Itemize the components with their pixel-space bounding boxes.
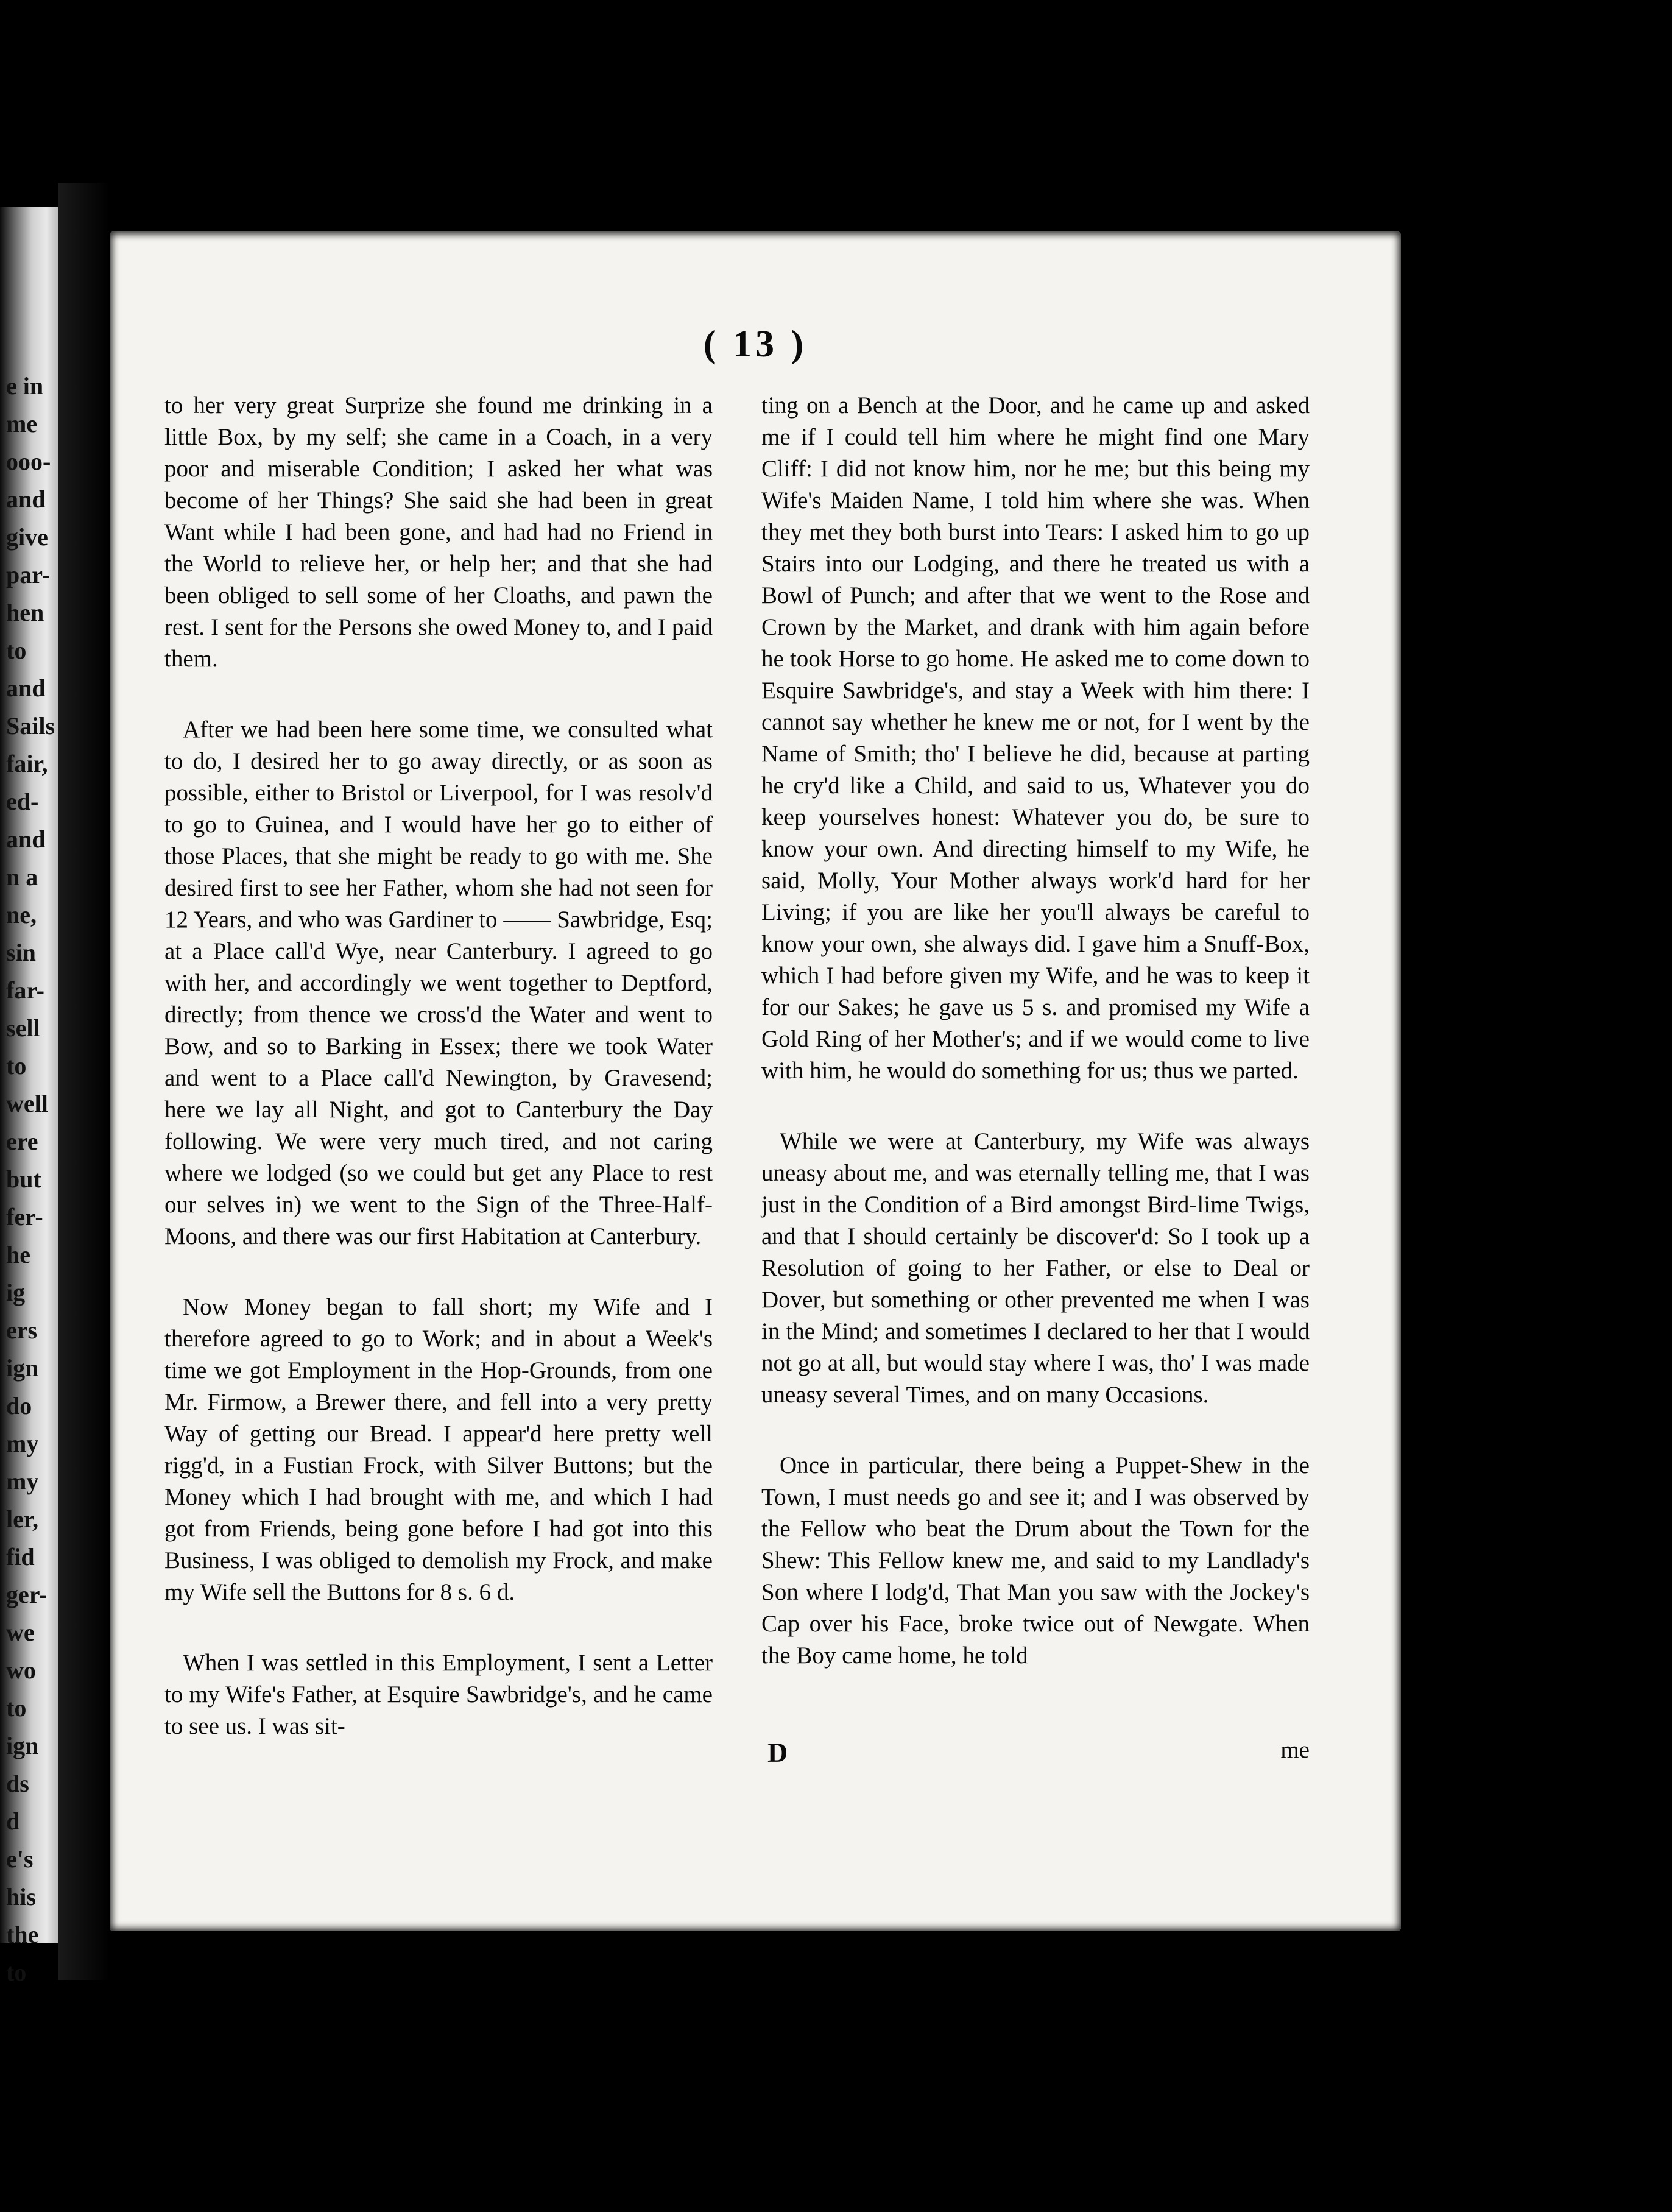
book-page <box>110 231 1401 1931</box>
book-gutter <box>58 183 110 1980</box>
facing-page-fragment: ers <box>6 1316 38 1344</box>
facing-page-fragment: my <box>6 1468 39 1495</box>
paragraph: ting on a Bench at the Door, and he came up and asked me if I could tell him where he might find one Mary Cliff: I did not know him, nor he me; but this being my Wife's Maiden Name, I told him where she was. When they met they both burst into Tears: I asked him to go up Stairs into our Lodging, and there he treated us with a Bowl of Punch; and after that we went to the Rose and Crown by the Market, and drank with him again before he took Horse to go home. He asked me to come down to Esquire Sawbridge's, and stay a Week with him there: I cannot say whether he knew me or not, for I went by the Name of Smith; tho' I believe he did, because at parting he cry'd like a Child, and said to us, Whatever you do keep yourselves honest: Whatever you do, be sure to know your own. And directing himself to my Wife, he said, Molly, Your Mother always work'd hard for her Living; if you are like her you'll always be careful to know your own, she always did. I gave him a Snuff-Box, which I had before given my Wife, and he was to keep it for our Sakes; he gave us 5 s. and promised my Wife a Gold Ring of her Mother's; and if we would come to live with him, he would do something for us; thus we parted. <box>761 392 1310 1084</box>
paragraph: Once in particular, there being a Puppet-Shew in the Town, I must needs go and see it; and I was observed by the Fellow who beat the Drum about the Town for the Shew: This Fellow knew me, and said to my Landlady's Son where I lodg'd, That Man you saw with the Jockey's Cap over his Face, broke twice out of Newgate. When the Boy came home, he told <box>761 1452 1310 1669</box>
facing-page-fragment: he <box>6 1241 30 1268</box>
catchword: me <box>1280 1737 1310 1763</box>
facing-page-fragment: n a <box>6 863 38 891</box>
facing-page-fragment: sell <box>6 1014 40 1042</box>
facing-page-fragment: to <box>6 1694 27 1722</box>
facing-page-fragment: me <box>6 410 38 437</box>
left-column <box>164 390 713 1781</box>
facing-page-fragment: and <box>6 486 46 513</box>
facing-page-fragment: well <box>6 1090 48 1117</box>
facing-page-fragment: to <box>6 1959 27 1986</box>
facing-page-fragment: fair, <box>6 750 48 777</box>
facing-page-fragment: to <box>6 637 27 664</box>
facing-page-fragment: d <box>6 1807 20 1835</box>
facing-page-fragment: par- <box>6 561 50 588</box>
facing-page-fragment: far- <box>6 977 44 1004</box>
facing-page-fragment: sin <box>6 939 36 966</box>
paragraph: After we had been here some time, we consulted what to do, I desired her to go away directly, or as soon as possible, either to Bristol or Liverpool, for I was resolv'd to go to Guinea, and I would have her go to either of those Places, that she might be ready to go with me. She desired first to see her Father, whom she had not seen for 12 Years, and who was Gardiner to —— Sawbridge, Esq; at a Place call'd Wye, near Canterbury. I agreed to go with her, and accordingly we went together to Deptford, directly; from thence we cross'd the Water and went to Bow, and so to Barking in Essex; there we took Water and went to a Place call'd Newington, by Gravesend; here we lay all Night, and got to Canterbury the Day following. We were very much tired, and not caring where we lodged (so we could but get any Place to rest our selves in) we went to the Sign of the Three-Half-Moons, and there was our first Habitation at Canterbury. <box>164 716 713 1249</box>
facing-page-fragment: wo <box>6 1656 36 1684</box>
facing-page-fragment: fer- <box>6 1203 43 1231</box>
page-footer <box>761 1736 1310 1773</box>
signature-mark: D <box>767 1737 788 1768</box>
facing-page-fragment: the <box>6 1921 39 1948</box>
facing-page-fragment: give <box>6 523 48 551</box>
facing-page-edge <box>0 207 58 1986</box>
facing-page-fragment: ig <box>6 1279 26 1306</box>
facing-page-fragment: ooo- <box>6 448 51 475</box>
facing-page-fragment: to <box>6 1052 27 1079</box>
right-column <box>761 390 1310 1711</box>
facing-page-fragment: ds <box>6 1770 29 1797</box>
facing-page-fragment: e's <box>6 1845 34 1873</box>
facing-page-fragment: ler, <box>6 1505 38 1533</box>
facing-page-fragment: fid <box>6 1543 35 1571</box>
facing-page-fragment: Sails <box>6 712 55 740</box>
facing-page-fragment: and <box>6 674 46 702</box>
facing-page-fragment: his <box>6 1883 36 1910</box>
facing-page-fragment: my <box>6 1430 39 1457</box>
facing-page-fragment: and <box>6 825 46 853</box>
paragraph: When I was settled in this Employment, I sent a Letter to my Wife's Father, at Esquire Sawbridge's, and he came to see us. I was sit- <box>164 1650 713 1739</box>
page-number: ( 13 ) <box>703 323 808 365</box>
facing-page-fragment: ne, <box>6 901 37 928</box>
facing-page-fragment: ign <box>6 1354 39 1382</box>
paragraph: to her very great Surprize she found me drinking in a little Box, by my self; she came in a Coach, in a very poor and miserable Condition; I asked her what was become of her Things? She said she had been in great Want while I had been gone, and had had no Friend in the World to relieve her, or help her; and that she had been obliged to sell some of her Cloaths, and pawn the rest. I sent for the Persons she owed Money to, and I paid them. <box>164 392 713 672</box>
facing-page-fragment: ign <box>6 1732 39 1759</box>
facing-page-fragment: do <box>6 1392 32 1419</box>
facing-page-fragment: hen <box>6 599 44 626</box>
facing-page-fragment: e in <box>6 372 44 400</box>
paragraph: While we were at Canterbury, my Wife was always uneasy about me, and was eternally telling me, that I was just in the Condition of a Bird amongst Bird-lime Twigs, and that I should certainly be discover'd: So I took up a Resolution of going to her Father, or else to Deal or Dover, but something or other prevented me when I was in the Mind; and sometimes I declared to her that I would not go at all, but would stay where I was, tho' I was made uneasy several Times, and on many Occasions. <box>761 1128 1310 1408</box>
facing-page-fragment: ed- <box>6 788 39 815</box>
facing-page-fragment: we <box>6 1619 35 1646</box>
facing-page-fragment: ger- <box>6 1581 48 1608</box>
paragraph: Now Money began to fall short; my Wife and I therefore agreed to go to Work; and in about a Week's time we got Employment in the Hop-Grounds, from one Mr. Firmow, a Brewer there, and fell into a very pretty Way of getting our Bread. I appear'd here pretty well rigg'd, in a Fustian Frock, with Silver Buttons; but the Money which I had brought with me, and which I had got from Friends, being gone before I had got into this Business, I was obliged to demolish my Frock, and make my Wife sell the Buttons for 8 s. 6 d. <box>164 1294 713 1605</box>
facing-page-fragment: but <box>6 1165 41 1193</box>
facing-page-fragment: ere <box>6 1128 38 1155</box>
